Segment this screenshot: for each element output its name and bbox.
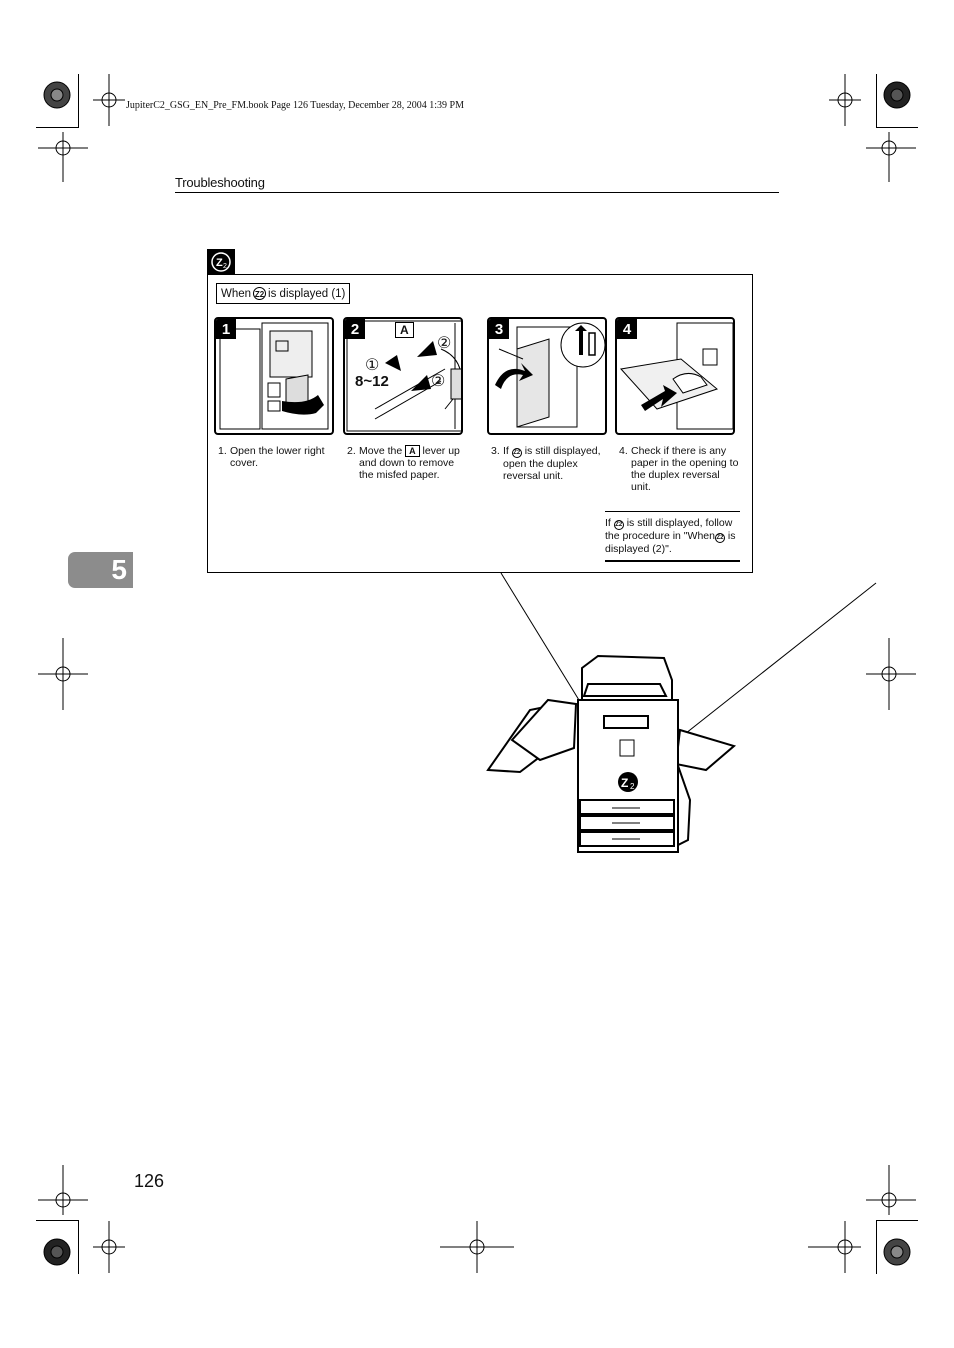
z2-code-icon: Z2 [615,522,623,528]
page-number: 126 [134,1171,165,1191]
when-label-prefix: When [221,287,252,300]
step-4-caption: 4. Check if there is any paper in the opening to the duplex reversal unit. [619,445,739,493]
follow-up-note: If Z2 is still displayed, follow the procedure in "WhenZ2 is displayed (2)". [605,511,740,562]
chapter-number: 5 [111,554,127,585]
callout-a: A [395,322,414,338]
z2-callout-icon [618,772,638,792]
z2-code-icon: Z2 [253,287,266,300]
step-2-caption: 2. Move the A lever up and down to remove the misfed paper. [347,445,460,481]
z2-code-icon: Z2 [513,450,521,456]
svg-text:2: 2 [223,263,227,270]
callout-2: ② [431,373,446,390]
step-number: 4 [617,319,637,339]
file-meta: JupiterC2_GSG_EN_Pre_FM.book Page 126 Tuesday, December 28, 2004 1:39 PM [126,100,464,111]
svg-text:Z: Z [216,257,223,269]
running-head: Troubleshooting [175,175,265,190]
step-3-caption: 3. If Z2 is still displayed, open the duplex reversal unit. [491,445,601,482]
z2-code-icon: Z2 [716,535,724,541]
svg-text:Z: Z [621,776,629,790]
svg-text:2: 2 [630,782,635,791]
callout-1: ① [365,357,380,374]
lever-key: A [405,445,420,457]
callout-2: ② [437,335,452,352]
step-1-caption: 1. Open the lower right cover. [218,445,325,469]
step-number: 2 [345,319,365,339]
step-number: 3 [489,319,509,339]
step-number: 1 [216,319,236,339]
when-label-suffix: is displayed (1) [268,287,346,300]
callout-range: 8~12 [355,373,389,390]
